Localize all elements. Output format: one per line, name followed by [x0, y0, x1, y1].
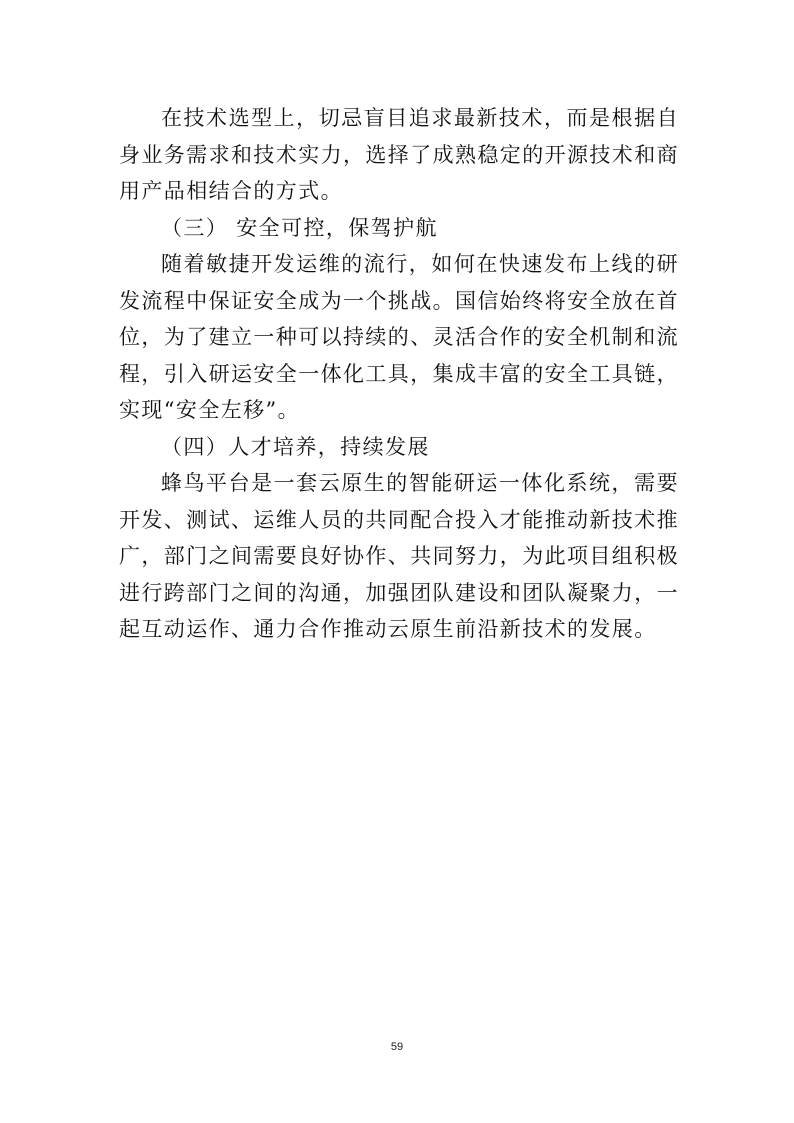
page-number: 59: [390, 1041, 404, 1053]
document-body: [119, 100, 679, 648]
paragraph-talent: 蜂鸟平台是一套云原生的智能研运一体化系统，需要开发、测试、运维人员的共同配合投入才能推动新技术推广，部门之间需要良好协作、共同努力，为此项目组积极进行跨部门之间的沟通，加强团队建设和团队凝聚力，一起互动运作、通力合作推动云原生前沿新技术的发展。: [119, 471, 679, 641]
section-heading-security: （三） 安全可控，保驾护航: [161, 215, 438, 240]
paragraph-security: 随着敏捷开发运维的流行，如何在快速发布上线的研发流程中保证安全成为一个挑战。国信始终将安全放在首位，为了建立一种可以持续的、灵活合作的安全机制和流程，引入研运安全一体化工具，集成丰富的安全工具链，实现“安全左移”。: [119, 252, 679, 422]
paragraph-tech-selection: 在技术选型上，切忌盲目追求最新技术，而是根据自身业务需求和技术实力，选择了成熟稳定的开源技术和商用产品相结合的方式。: [119, 106, 679, 203]
section-heading-talent: （四）人才培养，持续发展: [161, 434, 430, 459]
